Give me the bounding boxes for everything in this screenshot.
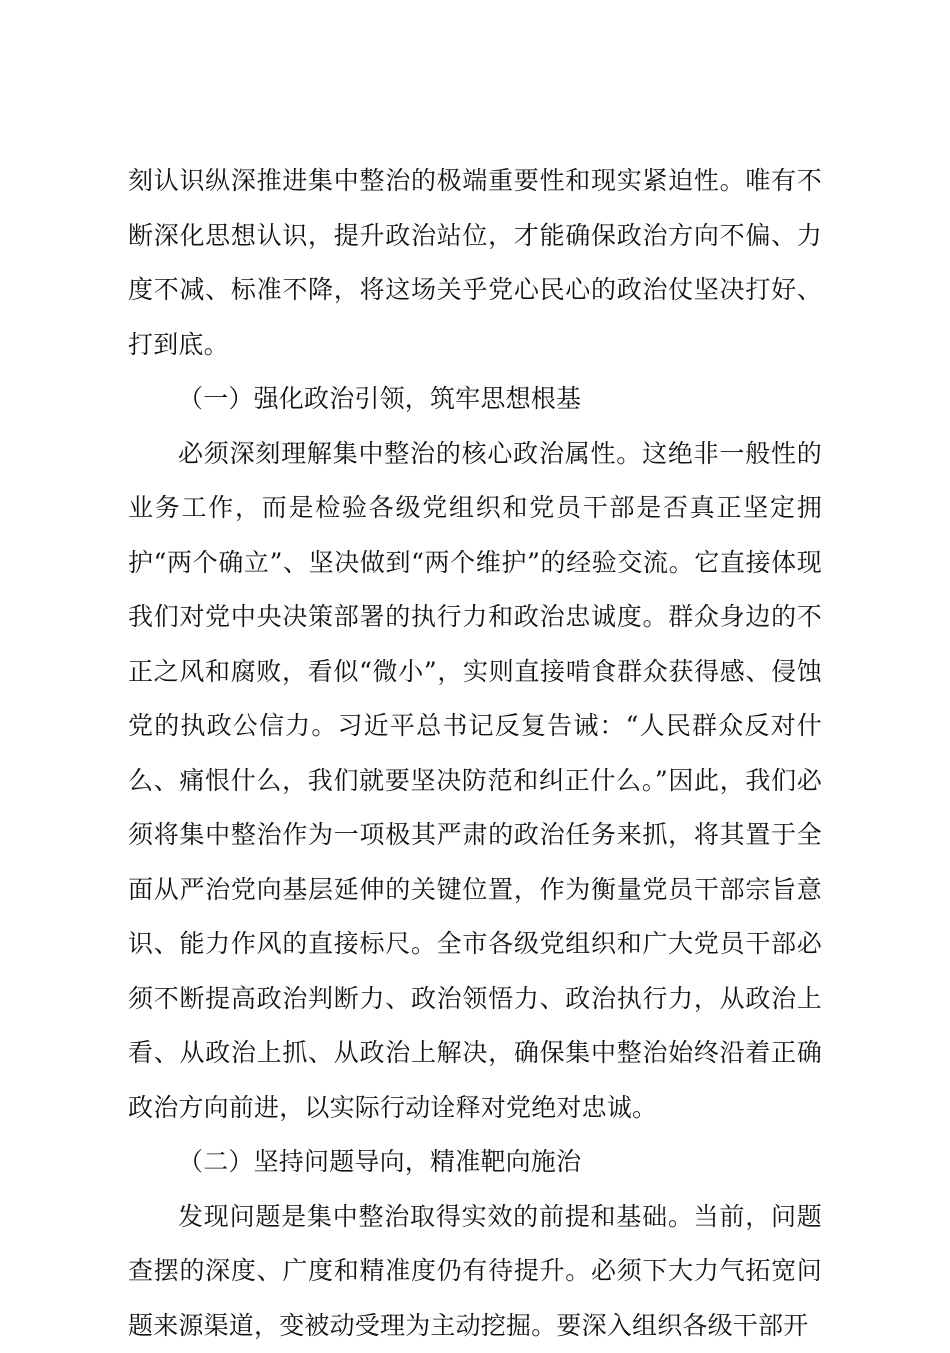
section-heading-1: （一）强化政治引领，筑牢思想根基 — [128, 372, 822, 427]
paragraph-body-1: 必须深刻理解集中整治的核心政治属性。这绝非一般性的业务工作，而是检验各级党组织和党员干部是否真正坚定拥护“两个确立”、坚决做到“两个维护”的经验交流。它直接体现我们对党中央决策部署的执行力和政治忠诚度。群众身边的不正之风和腐败，看似“微小”，实则直接啃食群众获得感、侵蚀党的执政公信力。习近平总书记反复告诫：“人民群众反对什么、痛恨什么，我们就要坚决防范和纠正什么。”因此，我们必须将集中整治作为一项极其严肃的政治任务来抓，将其置于全面从严治党向基层延伸的关键位置，作为衡量党员干部宗旨意识、能力作风的直接标尺。全市各级党组织和广大党员干部必须不断提高政治判断力、政治领悟力、政治执行力，从政治上看、从政治上抓、从政治上解决，确保集中整治始终沿着正确政治方向前进，以实际行动诠释对党绝对忠诚。 — [128, 427, 822, 1136]
paragraph-continuation: 刻认识纵深推进集中整治的极端重要性和现实紧迫性。唯有不断深化思想认识，提升政治站位，才能确保政治方向不偏、力度不减、标准不降，将这场关乎党心民心的政治仗坚决打好、打到底。 — [128, 154, 822, 372]
document-body — [128, 154, 822, 1353]
paragraph-body-2: 发现问题是集中整治取得实效的前提和基础。当前，问题查摆的深度、广度和精准度仍有待提升。必须下大力气拓宽问题来源渠道，变被动受理为主动挖掘。要深入组织各级干部开 — [128, 1190, 822, 1353]
section-heading-2: （二）坚持问题导向，精准靶向施治 — [128, 1135, 822, 1190]
